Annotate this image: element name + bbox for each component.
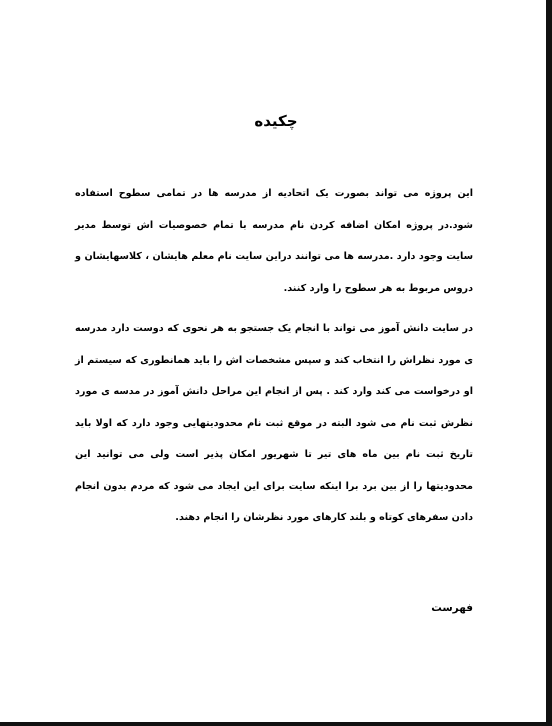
abstract-body [75, 178, 473, 534]
toc-heading: فهرست [431, 602, 473, 614]
page-edge-shadow-right [546, 0, 552, 726]
abstract-paragraph: در سایت دانش آموز می تواند با انجام یک جستجو به هر نحوی که دوست دارد مدرسه ی مورد نظراش را انتخاب کند و سپس مشخصات اش را باید همانطوری که سیستم از او درخواست می کند وارد کند . پس از انجام این مراحل دانش آموز در مدسه ی مورد نظرش ثبت نام می شود البته در موقع ثبت نام محدودیتهایی وجود دارد که اولا باید تاریخ ثبت نام بین ماه های تیر تا شهریور امکان پذیر است ولی می توانید این محدودیتها را از بین برد برا اینکه سایت برای این ایجاد می شود که مردم بدون انجام دادن سفرهای کوتاه و بلند کارهای مورد نظرشان را انجام دهند. [75, 323, 473, 523]
abstract-paragraph: این پروژه می تواند بصورت یک اتحادیه از مدرسه ها در تمامی سطوح استفاده شود.در پروژه امکان اضافه کردن نام مدرسه با تمام خصوصیات اش توسط مدیر سایت وجود دارد .مدرسه ها می توانند دراین سایت نام معلم هایشان ، کلاسهایشان و دروس مربوط به هر سطوح را وارد کنند. [75, 188, 473, 294]
abstract-title: چکیده [254, 112, 298, 130]
page-edge-shadow-bottom [0, 722, 552, 726]
